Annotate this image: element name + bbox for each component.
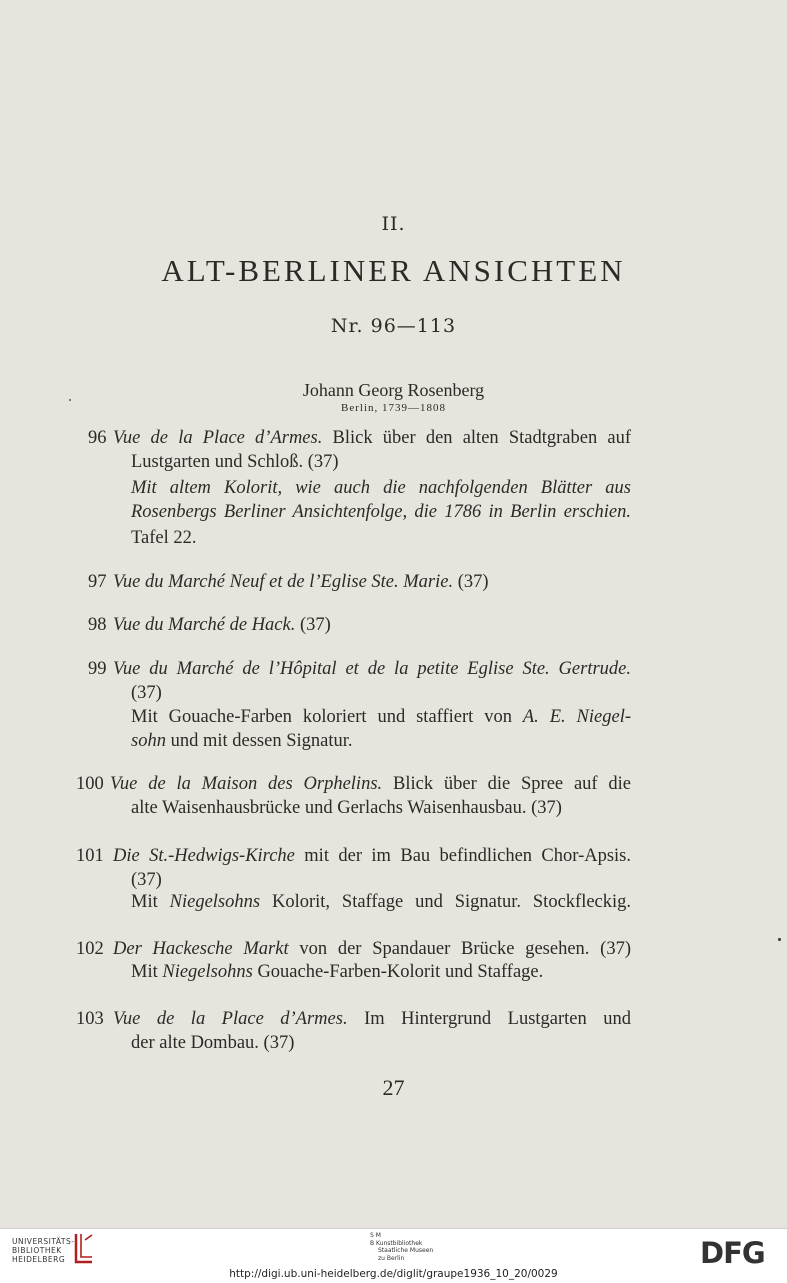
- entry-ref: (37): [131, 870, 162, 890]
- entry-title: Vue de la Maison des Orphelins.: [110, 774, 383, 794]
- entry-note-text: Kolorit, Staffage und Signatur. Stockfleckig.: [271, 892, 632, 912]
- entry-note: [131, 729, 631, 753]
- entry-text: Blick über den alten Stadtgraben auf: [332, 428, 631, 448]
- entry-note-name: Niegelsohns: [169, 892, 261, 912]
- entry-text: mit der im Bau befindlichen Chor-Apsis.: [304, 846, 632, 866]
- entry-number: 101: [76, 846, 104, 866]
- catalogue-range: Nr. 96—113: [330, 315, 457, 337]
- entry-text: der alte Dombau. (37): [131, 1033, 295, 1053]
- entry-line: [113, 1007, 631, 1031]
- speck: [778, 938, 781, 941]
- library-name: [12, 1237, 74, 1264]
- library-logo-icon: [72, 1232, 96, 1266]
- entry-note-name: A. E. Niegel-: [522, 707, 631, 727]
- entry-note-name: sohn: [131, 731, 166, 751]
- museum-credit-line: zu Berlin: [378, 1254, 405, 1262]
- entry-ref: (37): [131, 683, 162, 703]
- entry-number: 97: [88, 572, 107, 592]
- entry-number: 103: [76, 1009, 104, 1029]
- entry-note: [131, 890, 631, 914]
- entry-number: 96: [88, 428, 107, 448]
- entry-note-text: Mit: [131, 962, 158, 982]
- entry-text: von der Spandauer Brücke gesehen. (37): [299, 939, 631, 959]
- entry-note: Rosenbergs Berliner Ansichtenfolge, die 1786 in Berlin erschien.: [131, 502, 631, 522]
- entry-text: Blick über die Spree auf die: [392, 774, 632, 794]
- entry-text: Lustgarten und Schloß. (37): [131, 452, 339, 472]
- entry-title: Der Hackesche Markt: [113, 939, 289, 959]
- entry-note: [131, 705, 631, 729]
- entry-title: Vue du Marché de Hack.: [113, 615, 296, 635]
- section-number: II.: [381, 213, 406, 235]
- entry-ref: (37): [457, 572, 489, 592]
- entry-line: [113, 570, 613, 594]
- entry-title: Vue de la Place d’Armes.: [113, 1009, 348, 1029]
- library-name-line: HEIDELBERG: [12, 1255, 66, 1264]
- entry-number: 102: [76, 939, 104, 959]
- entry-note-name: Niegelsohns: [162, 962, 253, 982]
- section-title: ALT-BERLINER ANSICHTEN: [161, 253, 626, 288]
- entry-note: Mit altem Kolorit, wie auch die nachfolgenden Blätter aus: [131, 478, 631, 498]
- museum-credit: [370, 1232, 433, 1262]
- artist-dates: Berlin, 1739—1808: [341, 402, 446, 414]
- entry-title: Vue du Marché Neuf et de l’Eglise Ste. Marie.: [113, 572, 454, 592]
- entry-line: [113, 844, 631, 868]
- entry-line: [113, 426, 631, 450]
- entry-line: [113, 613, 613, 637]
- entry-line: [113, 937, 631, 961]
- library-name-line: BIBLIOTHEK: [12, 1246, 62, 1255]
- entry-number: 98: [88, 615, 107, 635]
- page-number: 27: [382, 1075, 405, 1100]
- entry-line: [110, 772, 631, 796]
- entry-plate: Tafel 22.: [131, 528, 197, 548]
- entry-text: alte Waisenhausbrücke und Gerlachs Waisenhausbau. (37): [131, 798, 562, 818]
- entry-note-text: Mit: [131, 892, 158, 912]
- museum-credit-line: B Kunstbibliothek: [370, 1239, 423, 1247]
- entry-note: [131, 960, 631, 984]
- entry-number: 99: [88, 659, 107, 679]
- entry-note-text: Gouache-Farben-Kolorit und Staffage.: [257, 962, 544, 982]
- entry-ref: (37): [299, 615, 331, 635]
- source-url[interactable]: http://digi.ub.uni-heidelberg.de/diglit/graupe1936_10_20/0029: [229, 1268, 558, 1280]
- entry-title: Vue de la Place d’Armes.: [113, 428, 323, 448]
- entry-note-text: und mit dessen Signatur.: [170, 731, 353, 751]
- entry-number: 100: [76, 774, 104, 794]
- artist-name: Johann Georg Rosenberg: [302, 380, 485, 400]
- entry-note-text: Mit Gouache-Farben koloriert und staffiert von: [131, 707, 512, 727]
- entry-text: Im Hintergrund Lustgarten und: [364, 1009, 631, 1029]
- entry-title: Vue du Marché de l’Hôpital et de la petite Eglise Ste. Gertrude.: [113, 659, 631, 679]
- dfg-logo: DFG: [700, 1236, 765, 1270]
- museum-credit-line: S M: [370, 1232, 381, 1239]
- museum-credit-line: Staatliche Museen: [378, 1247, 434, 1254]
- library-name-line: UNIVERSITÄTS-: [12, 1237, 75, 1246]
- entry-title: Die St.-Hedwigs-Kirche: [113, 846, 295, 866]
